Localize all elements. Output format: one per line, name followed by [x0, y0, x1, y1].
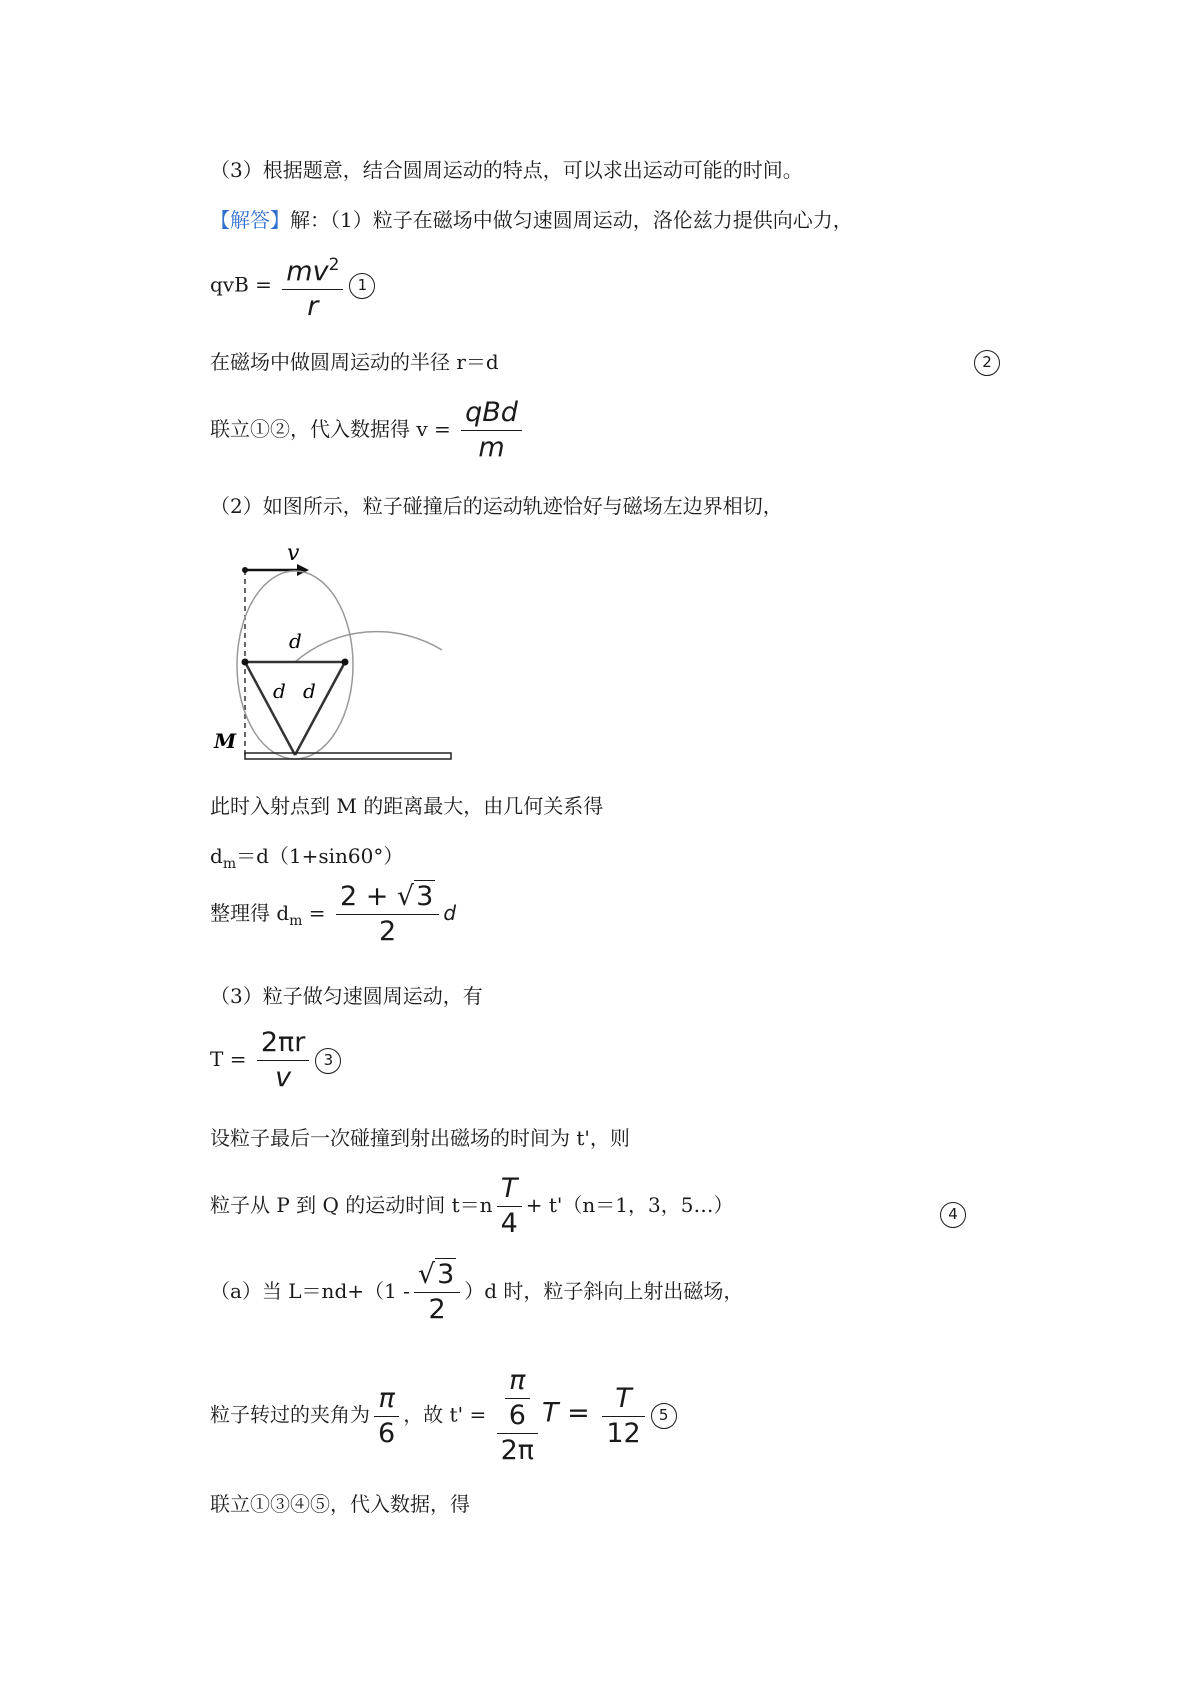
eq7-T: T [542, 1397, 559, 1429]
text-line-8 [210, 842, 403, 878]
solution-text: 解：（1）粒子在磁场中做匀速圆周运动，洛伦兹力提供向心力， [290, 208, 853, 232]
eq2-fraction [461, 396, 522, 465]
equation-2: 联立①②，代入数据得 v = $\frac{\text{qBd}}{m}$ [210, 396, 526, 465]
solution-line [210, 206, 853, 234]
eq5-numerator: T [500, 1173, 518, 1204]
circle-number-3: 3 [315, 1048, 341, 1074]
eq4-denominator: v [275, 1062, 292, 1093]
trajectory-figure [205, 540, 465, 770]
result-numerator: T [615, 1382, 632, 1414]
equation-4: T = $\frac{2\pi r}{v}$ 3 [210, 1026, 341, 1095]
dm-d: d [210, 844, 223, 868]
eq5-fraction [497, 1172, 522, 1241]
eq6-pre: （a）当 L＝nd+（1 - [210, 1279, 410, 1303]
text-line-6: （2）如图所示，粒子碰撞后的运动轨迹恰好与磁场左边界相切， [210, 494, 783, 518]
equation-7: 粒子转过的夹角为 $\frac{\pi}{6}$ ，故 t' = $\frac{\frac{\pi}{6}}{2\pi}$ T = $\frac{T}{12}$ 5 [210, 1364, 677, 1468]
angle-numerator: π [378, 1382, 395, 1414]
time-fraction [497, 1364, 538, 1468]
eq4-numerator: 2πr [260, 1027, 306, 1058]
answer-tag: 【解答】 [210, 208, 290, 232]
label-d-left: d [273, 679, 286, 703]
eq3-tail: d [443, 901, 457, 925]
eq7-mid: ，故 t' [403, 1402, 464, 1427]
equation-1: qvB = $\frac{mv^2}{r}$ 1 [210, 248, 375, 324]
eq6-post: ）d 时，粒子斜向上射出磁场， [464, 1279, 744, 1303]
eq5-denominator: 4 [500, 1208, 518, 1239]
equation-3: 整理得 $d_m$ = $\frac{2 + √3}{2}$ d [210, 881, 457, 947]
eq3-num-a: 2 + [339, 881, 397, 912]
time-inner-numerator: π [509, 1365, 526, 1396]
eq2-denominator: m [478, 432, 505, 463]
angle-denominator: 6 [378, 1417, 396, 1449]
result-fraction [602, 1382, 644, 1451]
eq5-post: + t'（n＝1，3，5…） [525, 1193, 734, 1217]
eq3-sub: m [289, 913, 303, 929]
text-line-16: 联立①③④⑤，代入数据，得 [210, 1492, 470, 1516]
eq3-left: 整理得 d [210, 901, 290, 925]
circle-number-5: 5 [651, 1403, 677, 1429]
outer-arc [295, 632, 442, 662]
trajectory-circle [237, 571, 353, 759]
eq1-left: qvB [210, 272, 249, 297]
text-line-7: 此时入射点到 M 的距离最大，由几何关系得 [210, 794, 604, 818]
label-M: M [214, 729, 237, 753]
eq4-left: T [210, 1047, 224, 1071]
label-v: v [287, 541, 300, 566]
time-inner-denominator: 6 [508, 1400, 526, 1431]
label-d-right: d [303, 679, 316, 703]
eq5-pre: 粒子从 P 到 Q 的运动时间 t＝n [210, 1193, 493, 1217]
circle-number-4: 4 [940, 1202, 966, 1228]
text-line-1: （3）根据题意，结合圆周运动的特点，可以求出运动可能的时间。 [210, 158, 803, 182]
equation-6 [210, 1258, 743, 1327]
eq3-denominator: 2 [379, 916, 397, 947]
eq3-radicand: 3 [416, 881, 434, 912]
eq1-numerator: mv [286, 256, 329, 287]
eq6-radicand: 3 [437, 1259, 455, 1290]
eq1-denominator: r [307, 291, 319, 322]
eq3-fraction: $\frac{2 + √3}{2}$ [336, 880, 439, 949]
dm-expression: ＝d（1+sin60°） [236, 844, 404, 868]
eq1-fraction [282, 248, 343, 324]
text-line-10: （3）粒子做匀速圆周运动，有 [210, 984, 483, 1008]
eq6-fraction: $\frac{√3}{2}$ [414, 1258, 460, 1327]
eq4-fraction [257, 1026, 310, 1095]
eq2-numerator: qBd [465, 397, 518, 428]
text-line-4: 在磁场中做圆周运动的半径 r＝d [210, 350, 499, 374]
equation-5 [210, 1172, 733, 1241]
time-denominator: 2π [500, 1435, 535, 1466]
angle-fraction [374, 1382, 399, 1451]
label-d-top: d [289, 629, 302, 653]
eq1-sup: 2 [328, 255, 340, 275]
circle-number-1: 1 [349, 273, 375, 299]
dm-sub: m [222, 856, 237, 872]
text-line-12: 设粒子最后一次碰撞到射出磁场的时间为 t'，则 [210, 1126, 630, 1150]
eq7-pre: 粒子转过的夹角为 [210, 1402, 370, 1427]
circle-number-2: 2 [974, 350, 1000, 376]
result-denominator: 12 [606, 1417, 641, 1449]
eq6-denominator: 2 [428, 1294, 446, 1325]
eq2-left: 联立①②，代入数据得 v [210, 417, 428, 441]
